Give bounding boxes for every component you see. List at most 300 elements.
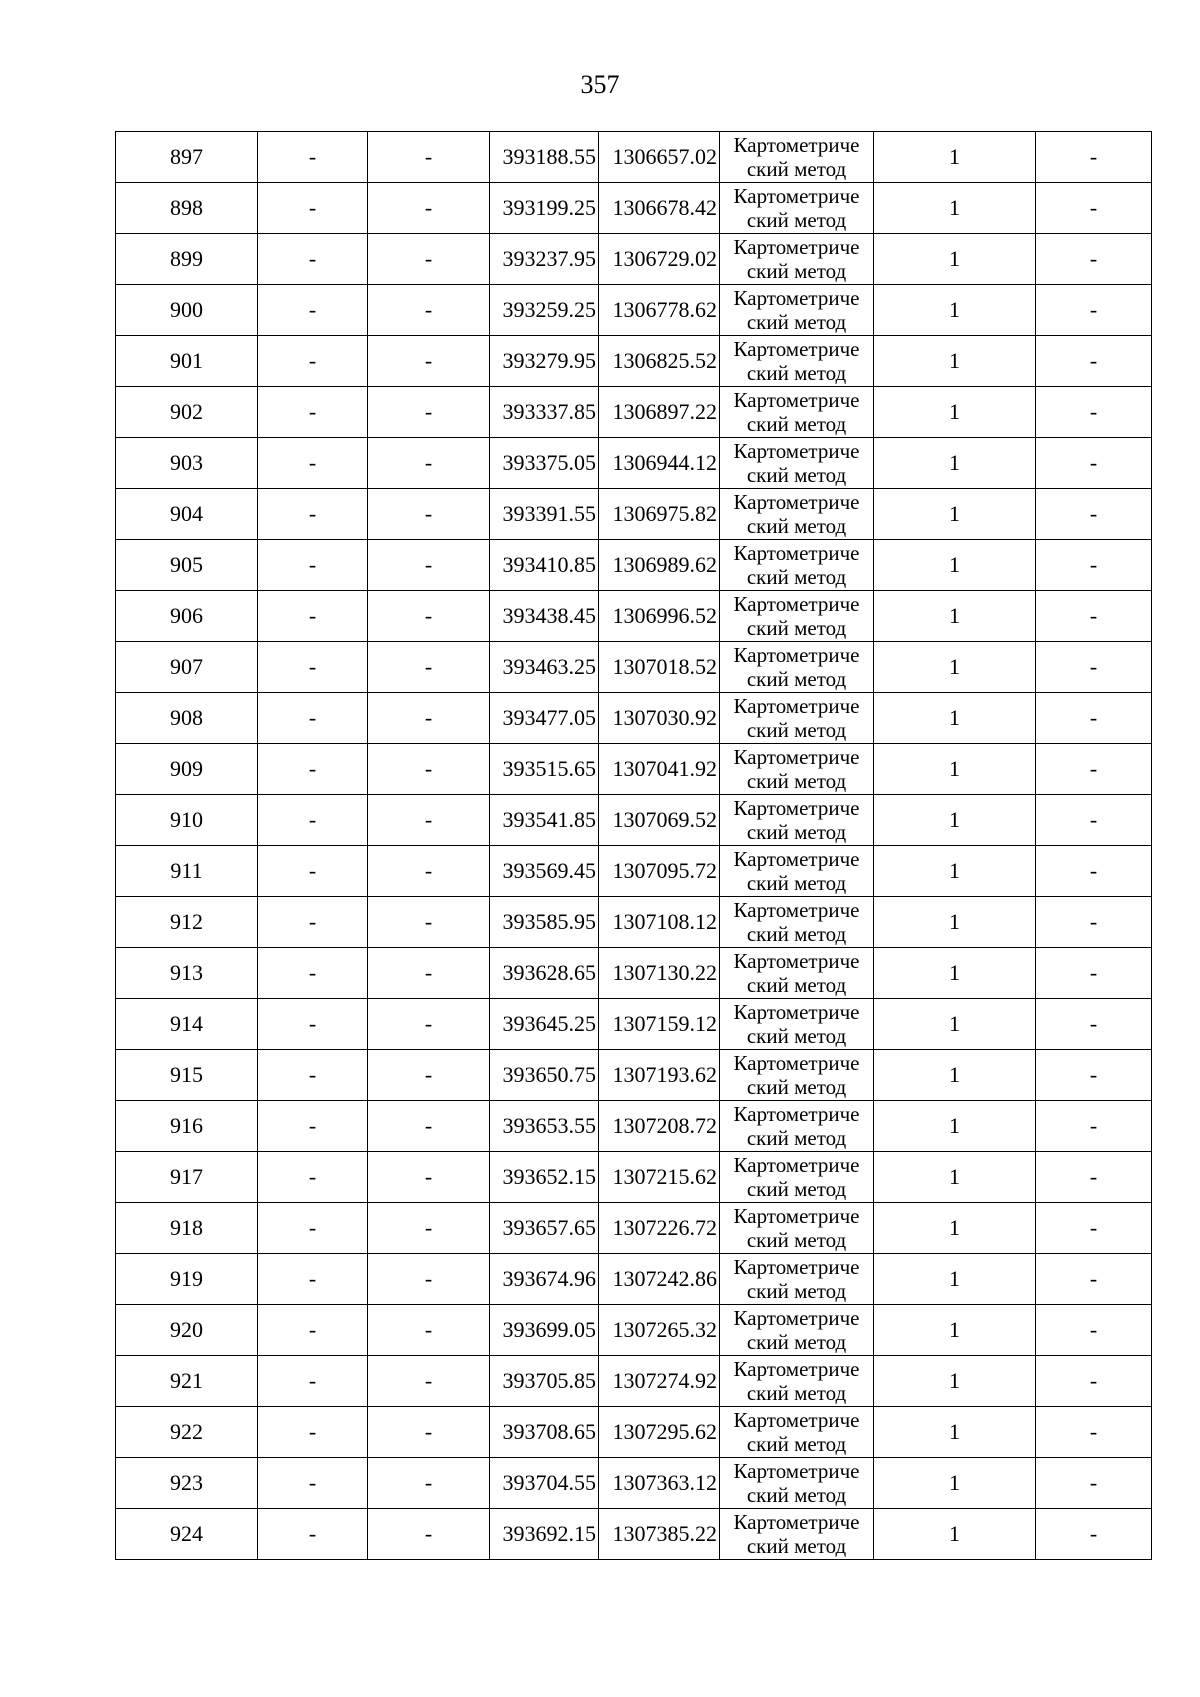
method-line-1: Картометриче: [733, 1255, 860, 1279]
column-7-cell: 1: [874, 897, 1036, 948]
table-row: [116, 183, 1152, 234]
column-8-cell: -: [1036, 387, 1152, 438]
column-8-cell: -: [1036, 642, 1152, 693]
method-line-1: Картометриче: [733, 490, 860, 514]
y-coordinate-cell: 1307041.92: [599, 744, 720, 795]
method-cell: [720, 540, 874, 591]
y-coordinate-cell: 1307215.62: [599, 1152, 720, 1203]
y-coordinate-cell: 1307193.62: [599, 1050, 720, 1101]
method-line-2: ский метод: [746, 667, 847, 690]
method-line-1: Картометриче: [733, 1459, 860, 1483]
method-text: [720, 592, 873, 639]
point-number-cell: 924: [116, 1509, 258, 1560]
column-2-cell: -: [258, 234, 368, 285]
method-line-2: ский метод: [746, 514, 847, 537]
column-3-cell: -: [368, 285, 490, 336]
method-cell: [720, 948, 874, 999]
table-row: [116, 387, 1152, 438]
method-text: [720, 184, 873, 231]
x-coordinate-cell: 393652.15: [490, 1152, 599, 1203]
method-text: [720, 898, 873, 945]
y-coordinate-cell: 1306975.82: [599, 489, 720, 540]
x-coordinate-cell: 393438.45: [490, 591, 599, 642]
column-3-cell: -: [368, 1458, 490, 1509]
x-coordinate-cell: 393375.05: [490, 438, 599, 489]
column-8-cell: -: [1036, 1509, 1152, 1560]
point-number-cell: 922: [116, 1407, 258, 1458]
y-coordinate-cell: 1306825.52: [599, 336, 720, 387]
method-line-1: Картометриче: [733, 235, 860, 259]
column-8-cell: -: [1036, 1458, 1152, 1509]
method-line-1: Картометриче: [733, 1306, 860, 1330]
point-number-cell: 897: [116, 132, 258, 183]
table-row: [116, 846, 1152, 897]
column-7-cell: 1: [874, 1203, 1036, 1254]
point-number-cell: 912: [116, 897, 258, 948]
method-text: [720, 388, 873, 435]
method-text: [720, 439, 873, 486]
column-8-cell: -: [1036, 948, 1152, 999]
method-line-2: ский метод: [746, 1381, 847, 1404]
column-2-cell: -: [258, 438, 368, 489]
method-text: [720, 949, 873, 996]
method-text: [720, 1459, 873, 1506]
method-line-2: ский метод: [746, 361, 847, 384]
column-3-cell: -: [368, 744, 490, 795]
table-body: [116, 132, 1152, 1560]
table-row: [116, 1101, 1152, 1152]
x-coordinate-cell: 393585.95: [490, 897, 599, 948]
column-3-cell: -: [368, 183, 490, 234]
column-8-cell: -: [1036, 438, 1152, 489]
table-row: [116, 1509, 1152, 1560]
column-8-cell: -: [1036, 999, 1152, 1050]
x-coordinate-cell: 393259.25: [490, 285, 599, 336]
method-cell: [720, 183, 874, 234]
column-8-cell: -: [1036, 234, 1152, 285]
point-number-cell: 910: [116, 795, 258, 846]
method-cell: [720, 1152, 874, 1203]
y-coordinate-cell: 1307030.92: [599, 693, 720, 744]
column-2-cell: -: [258, 642, 368, 693]
method-text: [720, 1255, 873, 1302]
column-7-cell: 1: [874, 1152, 1036, 1203]
table-row: [116, 1356, 1152, 1407]
method-line-1: Картометриче: [733, 796, 860, 820]
method-cell: [720, 132, 874, 183]
table-row: [116, 999, 1152, 1050]
method-cell: [720, 1509, 874, 1560]
y-coordinate-cell: 1306989.62: [599, 540, 720, 591]
method-cell: [720, 1407, 874, 1458]
column-8-cell: -: [1036, 693, 1152, 744]
method-text: [720, 694, 873, 741]
column-3-cell: -: [368, 1152, 490, 1203]
y-coordinate-cell: 1306678.42: [599, 183, 720, 234]
method-text: [720, 1510, 873, 1557]
table-row: [116, 1254, 1152, 1305]
y-coordinate-cell: 1307265.32: [599, 1305, 720, 1356]
column-3-cell: -: [368, 693, 490, 744]
x-coordinate-cell: 393199.25: [490, 183, 599, 234]
method-line-1: Картометриче: [733, 337, 860, 361]
method-line-1: Картометриче: [733, 1051, 860, 1075]
method-line-2: ский метод: [746, 463, 847, 486]
point-number-cell: 903: [116, 438, 258, 489]
column-3-cell: -: [368, 1305, 490, 1356]
x-coordinate-cell: 393674.96: [490, 1254, 599, 1305]
method-cell: [720, 999, 874, 1050]
method-line-1: Картометриче: [733, 286, 860, 310]
column-8-cell: -: [1036, 846, 1152, 897]
method-line-2: ский метод: [746, 412, 847, 435]
method-line-2: ский метод: [746, 1483, 847, 1506]
method-cell: [720, 1050, 874, 1101]
y-coordinate-cell: 1307069.52: [599, 795, 720, 846]
column-7-cell: 1: [874, 948, 1036, 999]
table-row: [116, 132, 1152, 183]
method-line-2: ский метод: [746, 1432, 847, 1455]
method-text: [720, 490, 873, 537]
table-row: [116, 285, 1152, 336]
method-line-2: ский метод: [746, 871, 847, 894]
method-line-1: Картометриче: [733, 1000, 860, 1024]
method-line-2: ский метод: [746, 1330, 847, 1353]
table-row: [116, 1407, 1152, 1458]
method-cell: [720, 489, 874, 540]
x-coordinate-cell: 393463.25: [490, 642, 599, 693]
table-row: [116, 795, 1152, 846]
column-2-cell: -: [258, 846, 368, 897]
method-cell: [720, 897, 874, 948]
method-line-2: ский метод: [746, 157, 847, 180]
column-8-cell: -: [1036, 1356, 1152, 1407]
method-text: [720, 286, 873, 333]
column-8-cell: -: [1036, 744, 1152, 795]
y-coordinate-cell: 1307385.22: [599, 1509, 720, 1560]
x-coordinate-cell: 393704.55: [490, 1458, 599, 1509]
column-7-cell: 1: [874, 438, 1036, 489]
table-row: [116, 744, 1152, 795]
point-number-cell: 898: [116, 183, 258, 234]
column-2-cell: -: [258, 1356, 368, 1407]
column-8-cell: -: [1036, 540, 1152, 591]
x-coordinate-cell: 393391.55: [490, 489, 599, 540]
x-coordinate-cell: 393705.85: [490, 1356, 599, 1407]
column-8-cell: -: [1036, 1050, 1152, 1101]
method-line-1: Картометриче: [733, 898, 860, 922]
method-line-1: Картометриче: [733, 133, 860, 157]
method-text: [720, 235, 873, 282]
method-cell: [720, 1305, 874, 1356]
column-2-cell: -: [258, 489, 368, 540]
column-2-cell: -: [258, 285, 368, 336]
column-8-cell: -: [1036, 132, 1152, 183]
method-cell: [720, 846, 874, 897]
table-row: [116, 591, 1152, 642]
x-coordinate-cell: 393337.85: [490, 387, 599, 438]
method-line-2: ский метод: [746, 1126, 847, 1149]
column-7-cell: 1: [874, 183, 1036, 234]
table-row: [116, 1152, 1152, 1203]
column-7-cell: 1: [874, 540, 1036, 591]
point-number-cell: 901: [116, 336, 258, 387]
column-7-cell: 1: [874, 234, 1036, 285]
column-7-cell: 1: [874, 591, 1036, 642]
method-cell: [720, 1101, 874, 1152]
method-cell: [720, 285, 874, 336]
method-cell: [720, 795, 874, 846]
column-3-cell: -: [368, 540, 490, 591]
column-2-cell: -: [258, 948, 368, 999]
y-coordinate-cell: 1307226.72: [599, 1203, 720, 1254]
method-line-2: ский метод: [746, 1177, 847, 1200]
column-3-cell: -: [368, 234, 490, 285]
method-text: [720, 1306, 873, 1353]
table-row: [116, 897, 1152, 948]
column-8-cell: -: [1036, 795, 1152, 846]
method-line-1: Картометриче: [733, 541, 860, 565]
point-number-cell: 906: [116, 591, 258, 642]
column-8-cell: -: [1036, 285, 1152, 336]
column-2-cell: -: [258, 1458, 368, 1509]
column-3-cell: -: [368, 999, 490, 1050]
method-text: [720, 1102, 873, 1149]
y-coordinate-cell: 1306897.22: [599, 387, 720, 438]
method-line-1: Картометриче: [733, 1204, 860, 1228]
x-coordinate-cell: 393569.45: [490, 846, 599, 897]
column-8-cell: -: [1036, 897, 1152, 948]
column-8-cell: -: [1036, 336, 1152, 387]
y-coordinate-cell: 1307208.72: [599, 1101, 720, 1152]
method-line-2: ский метод: [746, 1228, 847, 1251]
x-coordinate-cell: 393699.05: [490, 1305, 599, 1356]
method-line-1: Картометриче: [733, 439, 860, 463]
method-line-1: Картометриче: [733, 184, 860, 208]
method-line-1: Картометриче: [733, 1510, 860, 1534]
column-2-cell: -: [258, 336, 368, 387]
method-text: [720, 541, 873, 588]
x-coordinate-cell: 393692.15: [490, 1509, 599, 1560]
method-line-2: ский метод: [746, 565, 847, 588]
x-coordinate-cell: 393477.05: [490, 693, 599, 744]
point-number-cell: 911: [116, 846, 258, 897]
column-7-cell: 1: [874, 1101, 1036, 1152]
column-3-cell: -: [368, 1509, 490, 1560]
y-coordinate-cell: 1306944.12: [599, 438, 720, 489]
method-line-1: Картометриче: [733, 949, 860, 973]
method-cell: [720, 336, 874, 387]
column-7-cell: 1: [874, 132, 1036, 183]
table-row: [116, 1050, 1152, 1101]
method-line-2: ский метод: [746, 1534, 847, 1557]
method-text: [720, 643, 873, 690]
method-text: [720, 1000, 873, 1047]
method-line-2: ский метод: [746, 718, 847, 741]
method-text: [720, 745, 873, 792]
method-line-2: ский метод: [746, 820, 847, 843]
column-7-cell: 1: [874, 1356, 1036, 1407]
method-line-2: ский метод: [746, 973, 847, 996]
x-coordinate-cell: 393657.65: [490, 1203, 599, 1254]
column-3-cell: -: [368, 1356, 490, 1407]
column-3-cell: -: [368, 642, 490, 693]
column-2-cell: -: [258, 795, 368, 846]
column-7-cell: 1: [874, 1254, 1036, 1305]
column-2-cell: -: [258, 591, 368, 642]
column-8-cell: -: [1036, 1407, 1152, 1458]
column-2-cell: -: [258, 1101, 368, 1152]
column-2-cell: -: [258, 1407, 368, 1458]
column-3-cell: -: [368, 1407, 490, 1458]
column-3-cell: -: [368, 438, 490, 489]
point-number-cell: 914: [116, 999, 258, 1050]
method-line-2: ский метод: [746, 310, 847, 333]
y-coordinate-cell: 1307018.52: [599, 642, 720, 693]
column-2-cell: -: [258, 999, 368, 1050]
method-line-1: Картометриче: [733, 643, 860, 667]
method-text: [720, 1408, 873, 1455]
method-text: [720, 133, 873, 180]
method-line-2: ский метод: [746, 616, 847, 639]
method-cell: [720, 642, 874, 693]
method-cell: [720, 387, 874, 438]
method-cell: [720, 1356, 874, 1407]
method-cell: [720, 438, 874, 489]
column-2-cell: -: [258, 1050, 368, 1101]
table-row: [116, 1458, 1152, 1509]
table-row: [116, 540, 1152, 591]
column-7-cell: 1: [874, 1407, 1036, 1458]
column-7-cell: 1: [874, 1458, 1036, 1509]
method-line-1: Картометриче: [733, 1153, 860, 1177]
column-8-cell: -: [1036, 1254, 1152, 1305]
method-text: [720, 847, 873, 894]
column-2-cell: -: [258, 744, 368, 795]
point-number-cell: 900: [116, 285, 258, 336]
column-3-cell: -: [368, 387, 490, 438]
method-line-2: ский метод: [746, 259, 847, 282]
method-cell: [720, 1458, 874, 1509]
column-3-cell: -: [368, 795, 490, 846]
x-coordinate-cell: 393279.95: [490, 336, 599, 387]
column-2-cell: -: [258, 1203, 368, 1254]
method-text: [720, 1051, 873, 1098]
column-8-cell: -: [1036, 489, 1152, 540]
table-row: [116, 336, 1152, 387]
x-coordinate-cell: 393515.65: [490, 744, 599, 795]
column-7-cell: 1: [874, 846, 1036, 897]
column-8-cell: -: [1036, 1152, 1152, 1203]
table-row: [116, 438, 1152, 489]
column-3-cell: -: [368, 1050, 490, 1101]
method-text: [720, 1357, 873, 1404]
point-number-cell: 907: [116, 642, 258, 693]
table-row: [116, 489, 1152, 540]
x-coordinate-cell: 393188.55: [490, 132, 599, 183]
point-number-cell: 915: [116, 1050, 258, 1101]
column-8-cell: -: [1036, 1101, 1152, 1152]
method-line-1: Картометриче: [733, 847, 860, 871]
point-number-cell: 917: [116, 1152, 258, 1203]
column-7-cell: 1: [874, 1050, 1036, 1101]
column-7-cell: 1: [874, 795, 1036, 846]
y-coordinate-cell: 1307095.72: [599, 846, 720, 897]
table-row: [116, 234, 1152, 285]
column-3-cell: -: [368, 1101, 490, 1152]
y-coordinate-cell: 1307130.22: [599, 948, 720, 999]
column-2-cell: -: [258, 897, 368, 948]
method-text: [720, 1204, 873, 1251]
method-line-1: Картометриче: [733, 1357, 860, 1381]
column-2-cell: -: [258, 1254, 368, 1305]
method-cell: [720, 744, 874, 795]
point-number-cell: 899: [116, 234, 258, 285]
table-row: [116, 1305, 1152, 1356]
point-number-cell: 913: [116, 948, 258, 999]
column-2-cell: -: [258, 183, 368, 234]
method-cell: [720, 1254, 874, 1305]
point-number-cell: 904: [116, 489, 258, 540]
y-coordinate-cell: 1306657.02: [599, 132, 720, 183]
column-2-cell: -: [258, 1152, 368, 1203]
point-number-cell: 908: [116, 693, 258, 744]
column-7-cell: 1: [874, 336, 1036, 387]
point-number-cell: 916: [116, 1101, 258, 1152]
method-text: [720, 337, 873, 384]
y-coordinate-cell: 1306729.02: [599, 234, 720, 285]
x-coordinate-cell: 393410.85: [490, 540, 599, 591]
x-coordinate-cell: 393650.75: [490, 1050, 599, 1101]
method-text: [720, 796, 873, 843]
column-8-cell: -: [1036, 1203, 1152, 1254]
point-number-cell: 919: [116, 1254, 258, 1305]
table-row: [116, 1203, 1152, 1254]
column-2-cell: -: [258, 1305, 368, 1356]
x-coordinate-cell: 393628.65: [490, 948, 599, 999]
column-7-cell: 1: [874, 642, 1036, 693]
method-line-1: Картометриче: [733, 1102, 860, 1126]
column-3-cell: -: [368, 489, 490, 540]
column-3-cell: -: [368, 1254, 490, 1305]
y-coordinate-cell: 1306778.62: [599, 285, 720, 336]
y-coordinate-cell: 1306996.52: [599, 591, 720, 642]
method-line-2: ский метод: [746, 1279, 847, 1302]
column-7-cell: 1: [874, 285, 1036, 336]
column-3-cell: -: [368, 132, 490, 183]
column-8-cell: -: [1036, 1305, 1152, 1356]
x-coordinate-cell: 393645.25: [490, 999, 599, 1050]
y-coordinate-cell: 1307108.12: [599, 897, 720, 948]
method-cell: [720, 1203, 874, 1254]
table-row: [116, 948, 1152, 999]
column-2-cell: -: [258, 540, 368, 591]
method-line-2: ский метод: [746, 922, 847, 945]
method-line-1: Картометриче: [733, 1408, 860, 1432]
column-2-cell: -: [258, 1509, 368, 1560]
x-coordinate-cell: 393237.95: [490, 234, 599, 285]
column-8-cell: -: [1036, 591, 1152, 642]
column-7-cell: 1: [874, 1509, 1036, 1560]
method-cell: [720, 234, 874, 285]
point-number-cell: 918: [116, 1203, 258, 1254]
y-coordinate-cell: 1307274.92: [599, 1356, 720, 1407]
column-3-cell: -: [368, 948, 490, 999]
column-7-cell: 1: [874, 744, 1036, 795]
column-3-cell: -: [368, 897, 490, 948]
column-7-cell: 1: [874, 693, 1036, 744]
column-7-cell: 1: [874, 387, 1036, 438]
